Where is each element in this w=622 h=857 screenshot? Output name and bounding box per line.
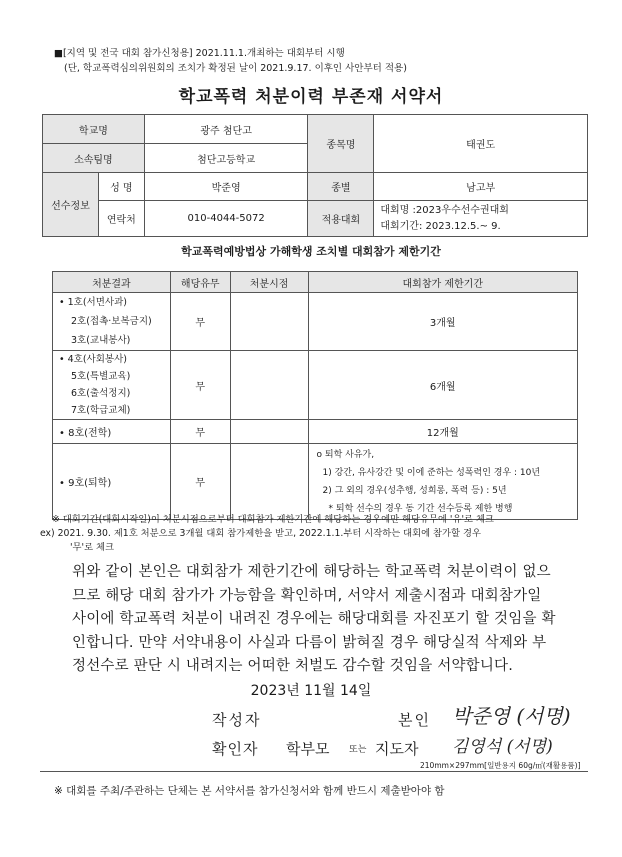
writer-label: 작성자	[212, 711, 262, 729]
disposition-item: 5호(특별교육)	[71, 371, 131, 382]
name-label: 성 명	[98, 173, 144, 201]
or-label: 또는	[349, 745, 367, 755]
disposition-item: 6호(출석정지)	[71, 388, 131, 399]
paper-spec: 210mm×297mm[일반용지 60g/㎡(재활용품)]	[420, 761, 581, 770]
restriction-subtitle: 학교폭력예방법상 가해학생 조치별 대회참가 제한기간	[181, 245, 441, 258]
pledge-date: 2023년 11월 14일	[250, 683, 372, 699]
player-info-label: 선수정보	[43, 173, 99, 237]
header-line-1: ■[지역 및 전국 대회 참가신청용] 2021.11.1.개최하는 대회부터 시행	[54, 48, 345, 59]
table-row	[53, 293, 578, 351]
info-table	[42, 114, 588, 237]
competition-label: 적용대회	[308, 201, 374, 237]
header-period: 대회참가 제한기간	[308, 272, 577, 293]
contact-value: 010-4044-5072	[144, 201, 308, 237]
category-value: 남고부	[374, 173, 588, 201]
signature-coach: 김영석 (서명)	[452, 737, 553, 757]
event-label: 종목명	[308, 115, 374, 173]
team-value: 첨단고등학교	[144, 144, 308, 173]
pledge-text: 위와 같이 본인은 대회참가 제한기간에 해당하는 학교폭력 처분이력이 없으므로 해당 대회 참가가 가능함을 확인하며, 서약서 제출시점과 대회참가일 사이에 학교폭력 처분이 내려진 경우에는 해당대회를 자진포기 할 것임을 확인합니다. 만약 서약내용이 사실과 다름이 밝혀질 경우 해당실적 삭제와 부정선수로 판단 시 내려지는 어떠한 처벌도 감수할 것임을 서약합니다.	[72, 564, 556, 674]
disposition-cell: • 9호(퇴학)	[53, 444, 171, 520]
period-cell: 6개월	[308, 351, 577, 420]
expulsion-note: o 퇴학 사유가,	[316, 449, 375, 460]
period-cell: 3개월	[308, 293, 577, 351]
period-cell	[308, 444, 577, 520]
applicable-cell: 무	[170, 351, 230, 420]
school-label: 학교명	[43, 115, 145, 144]
header-disposition: 처분결과	[53, 272, 171, 293]
table-row	[53, 420, 578, 444]
disposition-cell	[53, 293, 171, 351]
note-line-3: '무'로 체크	[70, 542, 114, 553]
competition-period: 대회기간: 2023.12.5.~ 9.	[380, 220, 501, 232]
date-cell	[230, 420, 308, 444]
date-cell	[230, 351, 308, 420]
disposition-item: 7호(학급교체)	[71, 405, 131, 416]
school-value: 광주 첨단고	[144, 115, 308, 144]
note-line-2: ex) 2021. 9.30. 제1호 처분으로 3개월 대회 참가제한을 받고, 2022.1.1.부터 시작하는 대회에 참가할 경우	[40, 528, 481, 539]
expulsion-note: * 퇴학 선수의 경우 동 기간 선수등록 제한 병행	[328, 503, 513, 514]
table-row	[53, 351, 578, 420]
divider	[40, 771, 588, 772]
table-row	[53, 444, 578, 520]
confirmer-label: 확인자	[212, 740, 259, 758]
disposition-table	[52, 271, 578, 520]
expulsion-note: 2) 그 외의 경우(성추행, 성희롱, 폭력 등) : 5년	[322, 485, 507, 496]
expulsion-note: 1) 강간, 유사강간 및 이에 준하는 성폭력인 경우 : 10년	[322, 467, 541, 478]
category-label: 종별	[308, 173, 374, 201]
self-label: 본인	[398, 711, 431, 729]
header-applicable: 해당유무	[170, 272, 230, 293]
disposition-cell	[53, 351, 171, 420]
document-title: 학교폭력 처분이력 부존재 서약서	[178, 87, 444, 107]
contact-label: 연락처	[98, 201, 144, 237]
header-line-2: (단, 학교폭력심의위원회의 조치가 확정된 날이 2021.9.17. 이후인 사안부터 적용)	[64, 63, 407, 74]
date-cell	[230, 444, 308, 520]
coach-label: 지도자	[375, 740, 419, 758]
footer-note: ※ 대회를 주최/주관하는 단체는 본 서약서를 참가신청서와 함께 반드시 제출받아야 함	[54, 785, 445, 797]
period-cell: 12개월	[308, 420, 577, 444]
note-line-1: ※ 대회기간(대회시작일)이 처분시점으로부터 대회참가 제한기간에 해당하는 경우에만 해당유무에 '유'로 체크	[52, 514, 494, 525]
name-value: 박준영	[144, 173, 308, 201]
applicable-cell: 무	[170, 293, 230, 351]
header-date: 처분시점	[230, 272, 308, 293]
date-cell	[230, 293, 308, 351]
event-value: 태권도	[374, 115, 588, 173]
applicable-cell: 무	[170, 444, 230, 520]
disposition-item: 2호(접촉·보복금지)	[71, 316, 152, 327]
team-label: 소속팀명	[43, 144, 145, 173]
applicable-cell: 무	[170, 420, 230, 444]
competition-info	[374, 201, 588, 237]
disposition-item: 3호(교내봉사)	[71, 335, 131, 346]
disposition-item: • 4호(사회봉사)	[59, 354, 127, 365]
disposition-item: • 1호(서면사과)	[59, 297, 127, 308]
parent-label: 학부모	[286, 740, 330, 758]
competition-name: 대회명 :2023우수선수권대회	[380, 204, 509, 216]
disposition-cell: • 8호(전학)	[53, 420, 171, 444]
signature-self: 박준영 (서명)	[452, 704, 571, 728]
